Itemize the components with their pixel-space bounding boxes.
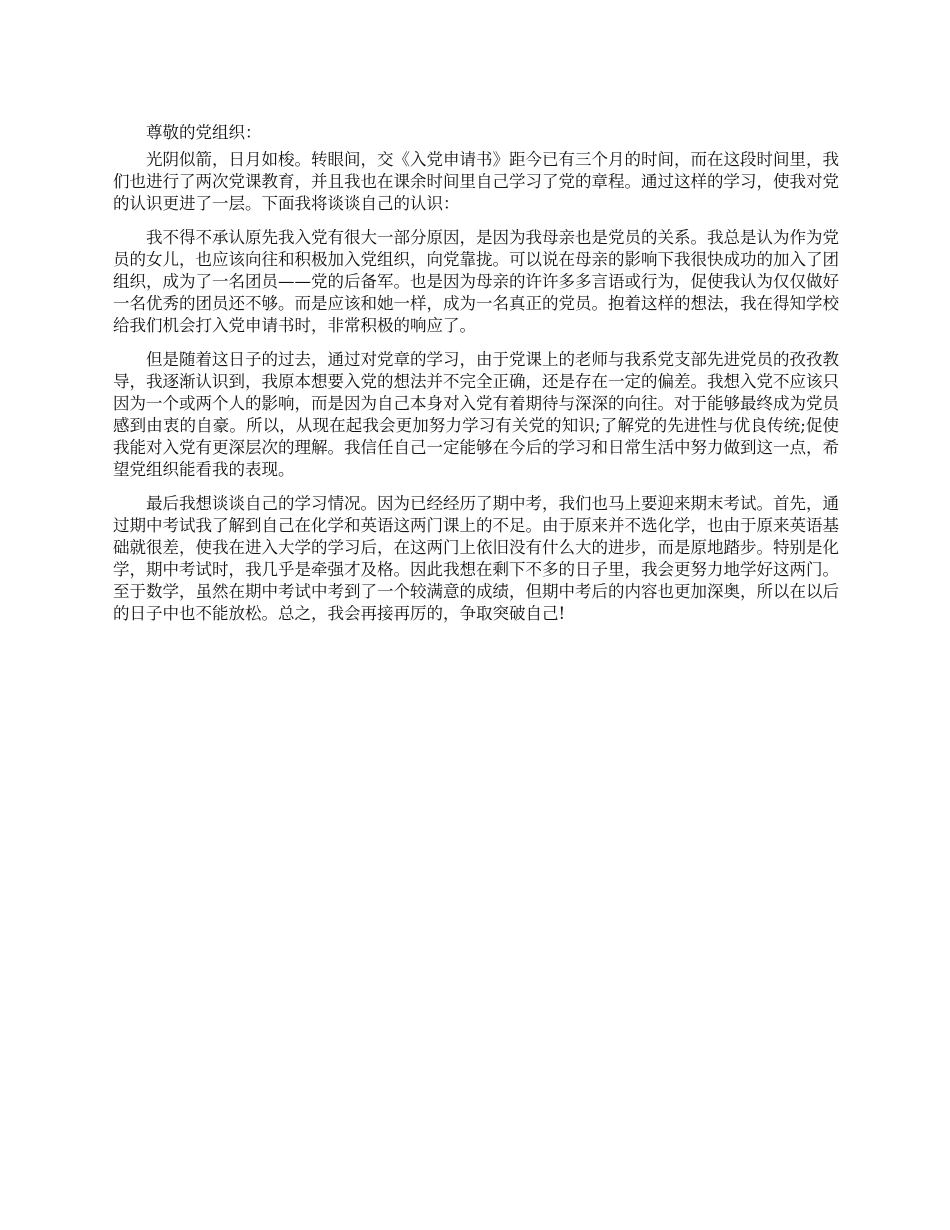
paragraph-4: 最后我想谈谈自己的学习情况。因为已经经历了期中考，我们也马上要迎来期末考试。首先，通过期中考试我了解到自己在化学和英语这两门课上的不足。由于原来并不选化学，也由于原来英语基础就很差，使我在进入大学的学习后，在这两门上依旧没有什么大的进步，而是原地踏步。特别是化学，期中考试时，我几乎是牵强才及格。因此我想在剩下不多的日子里，我会更努力地学好这两门。至于数学，虽然在期中考试中考到了一个较满意的成绩，但期中考后的内容也更加深奥，所以在以后的日子中也不能放松。总之，我会再接再厉的，争取突破自己! [113,494,839,623]
salutation: 尊敬的党组织： [146,123,262,142]
document-page [113,122,839,637]
paragraph-3: 但是随着这日子的过去，通过对党章的学习，由于党课上的老师与我系党支部先进党员的孜孜教导，我逐渐认识到，我原本想要入党的想法并不完全正确，还是存在一定的偏差。我想入党不应该只因为一个或两个人的影响，而是因为自己本身对入党有着期待与深深的向往。对于能够最终成为党员感到由衷的自豪。所以，从现在起我会更加努力学习有关党的知识;了解党的先进性与优良传统;促使我能对入党有更深层次的理解。我信任自己一定能够在今后的学习和日常生活中努力做到这一点，希望党组织能看我的表现。 [113,350,839,479]
paragraph-1: 光阴似箭，日月如梭。转眼间，交《入党申请书》距今已有三个月的时间，而在这段时间里，我们也进行了两次党课教育，并且我也在课余时间里自己学习了党的章程。通过这样的学习，使我对党的认识更进了一层。下面我将谈谈自己的认识： [113,150,839,213]
paragraph-2: 我不得不承认原先我入党有很大一部分原因，是因为我母亲也是党员的关系。我总是认为作为党员的女儿，也应该向往和积极加入党组织，向党靠拢。可以说在母亲的影响下我很快成功的加入了团组织，成为了一名团员——党的后备军。也是因为母亲的许许多多言语或行为，促使我认为仅仅做好一名优秀的团员还不够。而是应该和她一样，成为一名真正的党员。抱着这样的想法，我在得知学校给我们机会打入党申请书时，非常积极的响应了。 [113,228,839,335]
